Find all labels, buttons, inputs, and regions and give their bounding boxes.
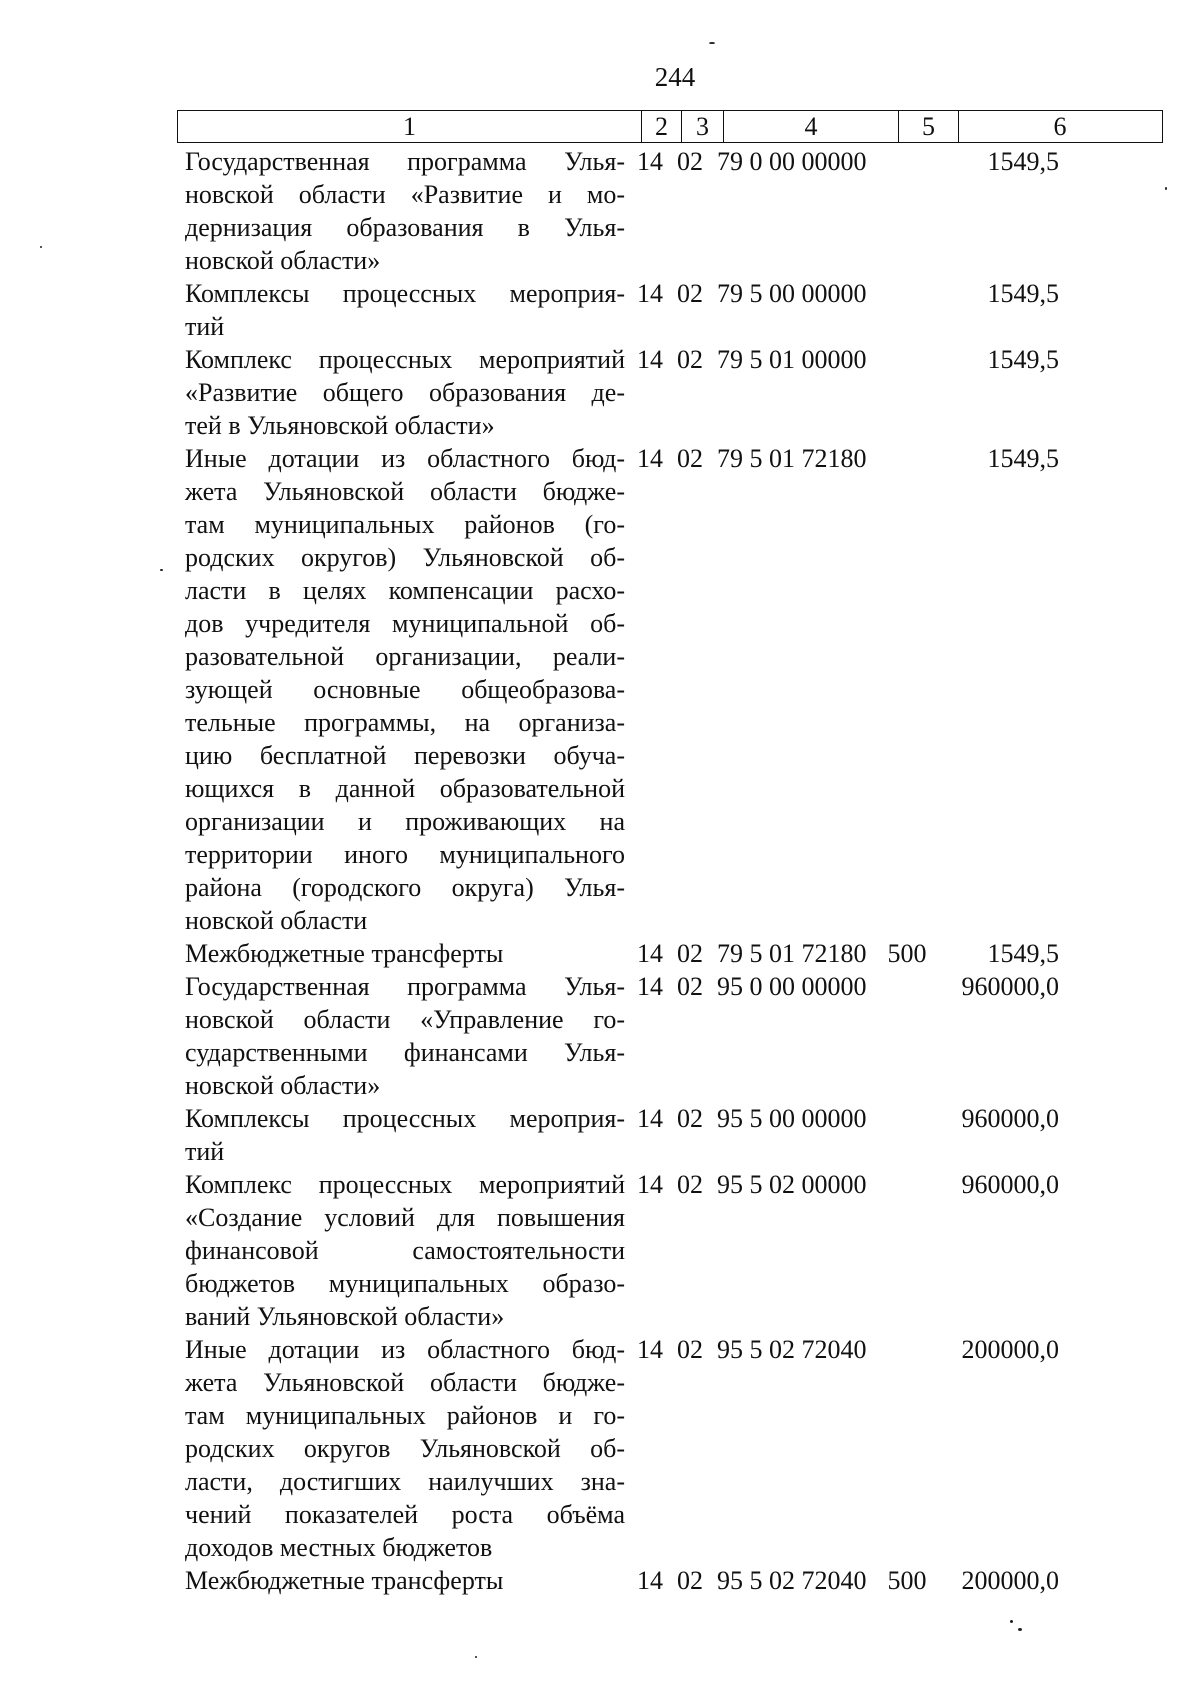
description-line: Иные дотации из областного бюд-	[185, 1335, 625, 1364]
header-col-1: 1	[178, 111, 642, 142]
description-line: там муниципальных районов (го-	[185, 510, 625, 539]
description-line: Комплексы процессных мероприя-	[185, 279, 625, 308]
scan-speck	[475, 1656, 477, 1658]
table-row	[185, 343, 1165, 442]
amount-value: 960000,0	[961, 972, 1059, 1001]
row-description	[185, 1168, 625, 1333]
table-row	[185, 970, 1165, 1102]
description-line: района (городского округа) Улья-	[185, 873, 625, 902]
subsection-code: 02	[677, 444, 703, 473]
subsection-code: 02	[677, 972, 703, 1001]
subsection-code: 02	[677, 345, 703, 374]
target-article-code: 79 5 01 72180	[717, 444, 867, 473]
section-code: 14	[637, 1170, 663, 1199]
scan-speck	[709, 42, 715, 44]
description-line: финансовой самостоятельности	[185, 1236, 625, 1265]
header-col-5: 5	[899, 111, 959, 142]
description-line: Государственная программа Улья-	[185, 147, 625, 176]
description-line: «Развитие общего образования де-	[185, 378, 625, 407]
section-code: 14	[637, 147, 663, 176]
expense-type-code	[881, 1102, 933, 1168]
description-line: Комплекс процессных мероприятий	[185, 1170, 625, 1199]
subsection-code: 02	[677, 939, 703, 968]
section-code: 14	[637, 939, 663, 968]
scan-speck	[1018, 1628, 1022, 1631]
description-line: ласти в целях компенсации расхо-	[185, 576, 625, 605]
description-line: сударственными финансами Улья-	[185, 1038, 625, 1067]
description-line: цию бесплатной перевозки обуча-	[185, 741, 625, 770]
subsection-code: 02	[677, 1104, 703, 1133]
row-description	[185, 277, 625, 343]
description-line: зующей основные общеобразова-	[185, 675, 625, 704]
table-header	[177, 110, 1163, 143]
section-code: 14	[637, 279, 663, 308]
description-line: новской области»	[185, 246, 381, 275]
description-line: тий	[185, 312, 225, 341]
table-body	[185, 145, 1165, 1597]
header-col-6: 6	[1053, 111, 1067, 141]
expense-type-code	[881, 277, 933, 343]
description-line: бюджетов муниципальных образо-	[185, 1269, 625, 1298]
header-col-4: 4	[724, 111, 899, 142]
section-code: 14	[637, 1104, 663, 1133]
expense-type-code: 500	[887, 939, 927, 968]
row-description	[185, 1102, 625, 1168]
expense-type-code	[881, 343, 933, 442]
description-line: Комплексы процессных мероприя-	[185, 1104, 625, 1133]
subsection-code: 02	[677, 279, 703, 308]
description-line: жета Ульяновской области бюдже-	[185, 477, 625, 506]
expense-type-code: 500	[887, 1566, 927, 1595]
row-description	[185, 1564, 625, 1597]
target-article-code: 95 5 02 72040	[717, 1335, 867, 1364]
description-line: дернизация образования в Улья-	[185, 213, 625, 242]
description-line: Иные дотации из областного бюд-	[185, 444, 625, 473]
table-row	[185, 277, 1165, 343]
description-line: Межбюджетные трансферты	[185, 1566, 504, 1595]
table-row	[185, 937, 1165, 970]
description-line: новской области «Развитие и мо-	[185, 180, 625, 209]
target-article-code: 95 5 02 00000	[717, 1170, 867, 1199]
amount-value: 1549,5	[987, 345, 1059, 374]
expense-type-code	[881, 145, 933, 277]
description-line: новской области	[185, 906, 368, 935]
description-line: новской области «Управление го-	[185, 1005, 625, 1034]
subsection-code: 02	[677, 1170, 703, 1199]
amount-value: 200000,0	[961, 1335, 1059, 1364]
description-line: новской области»	[185, 1071, 381, 1100]
target-article-code: 79 5 01 72180	[717, 939, 867, 968]
target-article-code: 79 0 00 00000	[717, 147, 867, 176]
section-code: 14	[637, 345, 663, 374]
page-number: 244	[654, 62, 696, 92]
scan-speck	[160, 569, 163, 571]
section-code: 14	[637, 972, 663, 1001]
table-row	[185, 145, 1165, 277]
amount-value: 1549,5	[987, 279, 1059, 308]
table-row	[185, 442, 1165, 937]
description-line: Межбюджетные трансферты	[185, 939, 504, 968]
target-article-code: 95 5 02 72040	[717, 1566, 867, 1595]
section-code: 14	[637, 1335, 663, 1364]
description-line: организации и проживающих на	[185, 807, 625, 836]
row-description	[185, 1333, 625, 1564]
description-line: чений показателей роста объёма	[185, 1500, 625, 1529]
target-article-code: 95 0 00 00000	[717, 972, 867, 1001]
amount-value: 960000,0	[961, 1170, 1059, 1199]
section-code: 14	[637, 444, 663, 473]
description-line: жета Ульяновской области бюдже-	[185, 1368, 625, 1397]
description-line: тельные программы, на организа-	[185, 708, 625, 737]
description-line: ющихся в данной образовательной	[185, 774, 625, 803]
subsection-code: 02	[677, 1566, 703, 1595]
description-line: тей в Ульяновской области»	[185, 411, 495, 440]
target-article-code: 79 5 00 00000	[717, 279, 867, 308]
description-line: дов учредителя муниципальной об-	[185, 609, 625, 638]
header-col-2: 2	[642, 111, 682, 142]
section-code: 14	[637, 1566, 663, 1595]
description-line: Государственная программа Улья-	[185, 972, 625, 1001]
expense-type-code	[881, 1333, 933, 1564]
description-line: ваний Ульяновской области»	[185, 1302, 505, 1331]
scan-speck	[1010, 1620, 1013, 1623]
amount-value: 960000,0	[961, 1104, 1059, 1133]
description-line: тий	[185, 1137, 225, 1166]
description-line: разовательной организации, реали-	[185, 642, 625, 671]
description-line: ласти, достигших наилучших зна-	[185, 1467, 625, 1496]
description-line: Комплекс процессных мероприятий	[185, 345, 625, 374]
amount-value: 1549,5	[987, 147, 1059, 176]
header-col-3: 3	[682, 111, 724, 142]
scan-speck	[1165, 187, 1167, 190]
description-line: «Создание условий для повышения	[185, 1203, 625, 1232]
expense-type-code	[881, 1168, 933, 1333]
row-description	[185, 145, 625, 277]
row-description	[185, 442, 625, 937]
amount-value: 200000,0	[961, 1566, 1059, 1595]
table-row	[185, 1564, 1165, 1597]
scan-speck	[40, 246, 42, 248]
description-line: родских округов) Ульяновской об-	[185, 543, 625, 572]
expense-type-code	[881, 970, 933, 1102]
description-line: там муниципальных районов и го-	[185, 1401, 625, 1430]
description-line: родских округов Ульяновской об-	[185, 1434, 625, 1463]
table-row	[185, 1102, 1165, 1168]
target-article-code: 79 5 01 00000	[717, 345, 867, 374]
row-description	[185, 343, 625, 442]
table-row	[185, 1168, 1165, 1333]
target-article-code: 95 5 00 00000	[717, 1104, 867, 1133]
description-line: доходов местных бюджетов	[185, 1533, 493, 1562]
description-line: территории иного муниципального	[185, 840, 625, 869]
row-description	[185, 970, 625, 1102]
subsection-code: 02	[677, 147, 703, 176]
amount-value: 1549,5	[987, 939, 1059, 968]
row-description	[185, 937, 625, 970]
table-row	[185, 1333, 1165, 1564]
amount-value: 1549,5	[987, 444, 1059, 473]
subsection-code: 02	[677, 1335, 703, 1364]
expense-type-code	[881, 442, 933, 937]
